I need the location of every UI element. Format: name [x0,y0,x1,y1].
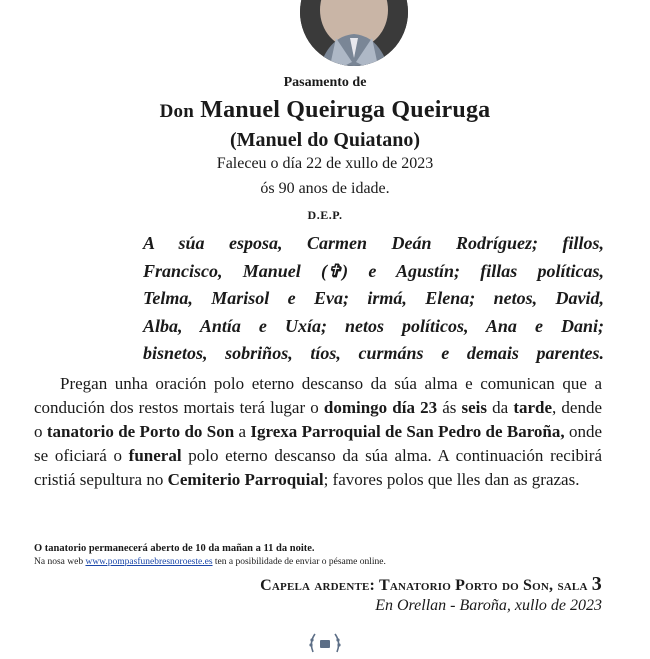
capela-room-number: 3 [591,573,602,595]
body-bold: tanatorio de Porto do Son [46,422,235,441]
body-bold: día 23 [392,398,438,417]
body-text: polo eterno descanso da súa alma. A continuación recibirá cristiá sepultura no [34,446,602,489]
website-link[interactable]: www.pompasfunebresnoroeste.es [85,557,213,567]
honorific: Don [159,101,195,122]
family-line: Francisco, Manuel (✞) e Agustín; fillas políticas, [143,260,604,281]
family-line: Alba, Antía e Uxía; netos políticos, Ana e Dani; [143,315,604,336]
capela-ardente [260,573,602,596]
deceased-name [0,97,650,124]
body-text: da [487,398,514,417]
body-text: ; favores polos que lles dan as grazas. [323,470,580,489]
body-bold: tarde [513,398,553,417]
deceased-alias: (Manuel do Quiatano) [229,129,421,151]
deceased-portrait [300,0,408,66]
web-condolence-note [34,557,386,567]
full-name: Manuel Queiruga Queiruga [200,97,491,123]
capela-place: Tanatorio Porto do Son, sala [379,577,588,594]
body-bold: Cemiterio Parroquial [167,470,324,489]
body-text: onde se oficiará o [34,422,603,465]
web-note-text: ten a posibilidade de enviar o pésame online. [212,557,386,567]
tanatorio-hours-note: O tanatorio permanecerá aberto de 10 da mañan a 11 da noite. [34,543,315,554]
family-line: Telma, Marisol e Eva; irmá, Elena; netos, David, [143,288,604,308]
family-list [143,230,604,368]
body-text: ás [437,398,462,417]
age-at-death: ós 90 anos de idade. [260,180,390,197]
funeral-announcement [34,372,602,492]
body-text: , dende o [34,398,602,441]
dep-label: D.E.P. [307,208,343,222]
family-line: bisnetos, sobriños, tíos, curmáns e demais parentes. [143,343,604,363]
place-and-date: En Orellan - Baroña, xullo de 2023 [375,597,602,614]
pasamento-heading: Pasamento de [283,75,367,90]
funeral-home-logo [305,630,345,654]
family-line: A súa esposa, Carmen Deán Rodríguez; fillos, [143,233,604,253]
body-bold: seis [461,398,488,417]
body-bold: Igrexa Parroquial de San Pedro de Baroña, [250,422,565,441]
capela-label: Capela ardente: [260,577,376,594]
body-bold: funeral [128,446,182,465]
body-text: Pregan unha oración polo eterno descanso da súa alma e comunican que a condución dos restos mortais terá lugar o [34,374,602,417]
body-text: a [234,422,251,441]
web-note-text: Na nosa web [34,557,86,567]
body-bold: domingo [323,398,388,417]
death-date: Faleceu o día 22 de xullo de 2023 [216,155,434,172]
